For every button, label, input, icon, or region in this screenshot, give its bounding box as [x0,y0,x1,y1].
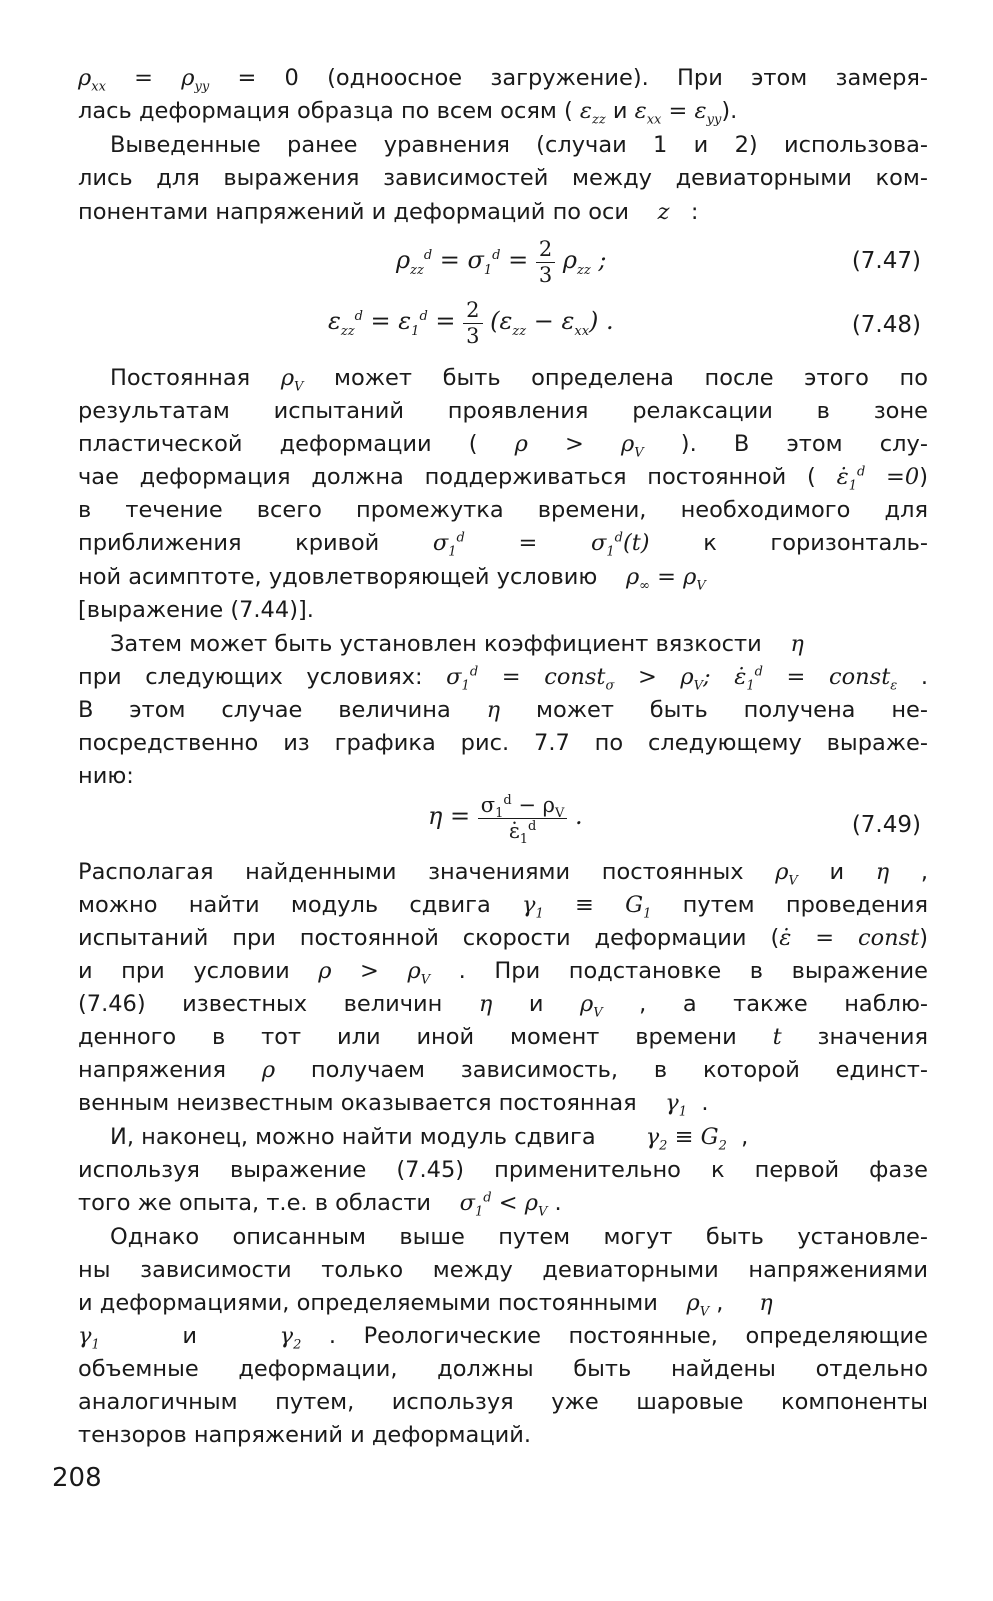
text-line: результатам испытаний проявления релаксации в зоне [78,398,928,424]
text-line: Однако описанным выше путем могут быть установле- [110,1224,928,1250]
text-line: $\gamma_1$ и $\gamma_2$ . Реологические постоянные, определяющие [78,1323,928,1353]
text-line: и при условии $\rho > \rho_V$ . При подстановке в выражение [78,958,928,988]
page-number: 208 [52,1463,102,1493]
text-line: объемные деформации, должны быть найдены отдельно [78,1356,928,1382]
text-line: пластической деформации ( $\rho > \rho_V$ ). В этом слу- [78,431,928,461]
equation-7-48: $\varepsilon_{zz}^d = \varepsilon_1^d$ = $\frac{2}{3}$ $(\varepsilon_{zz} - \varepsilon_{xx})$ . [328,298,614,348]
text-line: Постоянная $\rho_V$ может быть определена после этого по [110,365,929,395]
equation-7-47: $\rho_{zz}^d = \sigma_1^d$ = $\frac{2}{3}$ $\rho_{zz}$ ; [396,237,607,287]
text-line: денного в тот или иной момент времени t значения [78,1024,929,1050]
text-line: нию: [78,763,134,789]
text-line: можно найти модуль сдвига $\gamma_1 \equiv G_1$ путем проведения [78,892,929,922]
text-line: тензоров напряжений и деформаций. [78,1422,532,1448]
text-line: ны зависимости только между девиаторными напряжениями [78,1257,928,1283]
text-line: И, наконец, можно найти модуль сдвига $\gamma_2 \equiv G_2$ , [110,1124,749,1154]
equation-number: (7.48) [851,312,921,338]
text-line: того же опыта, т.е. в области $\sigma_1^d < \rho_V$ . [78,1190,562,1220]
text-line: В этом случае величина η может быть получена не- [78,697,929,723]
text-line: в течение всего промежутка времени, необходимого для [78,497,928,523]
text-line: Располагая найденными значениями постоянных $\rho_V$ и η , [78,859,928,889]
text-line: посредственно из графика рис. 7.7 по следующему выраже- [78,730,928,756]
text-line: (7.46) известных величин η и $\rho_V$ , а также наблю- [78,991,929,1021]
text-line: чае деформация должна поддерживаться постоянной ( $\varepsiloṅ_1^d =0$) [78,464,928,494]
text-line: ной асимптоте, удовлетворяющей условию $\rho_\infty = \rho_V$ [78,564,706,594]
text-line: напряжения ρ получаем зависимость, в которой единст- [78,1057,928,1083]
equation-number: (7.47) [851,248,921,274]
text-line: при следующих условиях: $\sigma_1^d$ = const$_\sigma$ > $\rho_V$; $\varepsiloṅ_1^d$ = const$_\varepsilon$ . [78,664,929,694]
text-line: Выведенные ранее уравнения (случаи 1 и 2) использова- [110,132,928,158]
text-line: испытаний при постоянной скорости деформации (ε̇ = const) [78,925,928,951]
text-line: Затем может быть установлен коэффициент вязкости η [110,631,804,657]
text-line: используя выражение (7.45) применительно к первой фазе [78,1157,928,1183]
text-line: лись для выражения зависимостей между девиаторными ком- [78,165,928,191]
equation-number: (7.49) [851,812,921,838]
text-line: $\rho_{xx} = \rho_{yy} = 0$ (одноосное загружение). При этом замеря- [78,65,929,95]
text-line: приближения кривой $\sigma_1^d = \sigma_1^d(t)$ к горизонталь- [78,530,928,560]
text-line: понентами напряжений и деформаций по оси z : [78,199,699,225]
equation-7-49: η = $\frac{\sigma_1^d - \rho_V}{\varepsiloṅ_1^d}$ . [428,793,583,848]
text-line: [выражение (7.44)]. [78,597,314,623]
text-line: аналогичным путем, используя уже шаровые компоненты [78,1389,928,1415]
text-line: и деформациями, определяемыми постоянными $\rho_V$ , η [78,1290,773,1320]
text-line: венным неизвестным оказывается постоянная $\gamma_1$ . [78,1090,709,1120]
text-line: лась деформация образца по всем осям ( $\varepsilon_{zz}$ и $\varepsilon_{xx} = \varepsilon_{yy}$). [78,98,738,128]
